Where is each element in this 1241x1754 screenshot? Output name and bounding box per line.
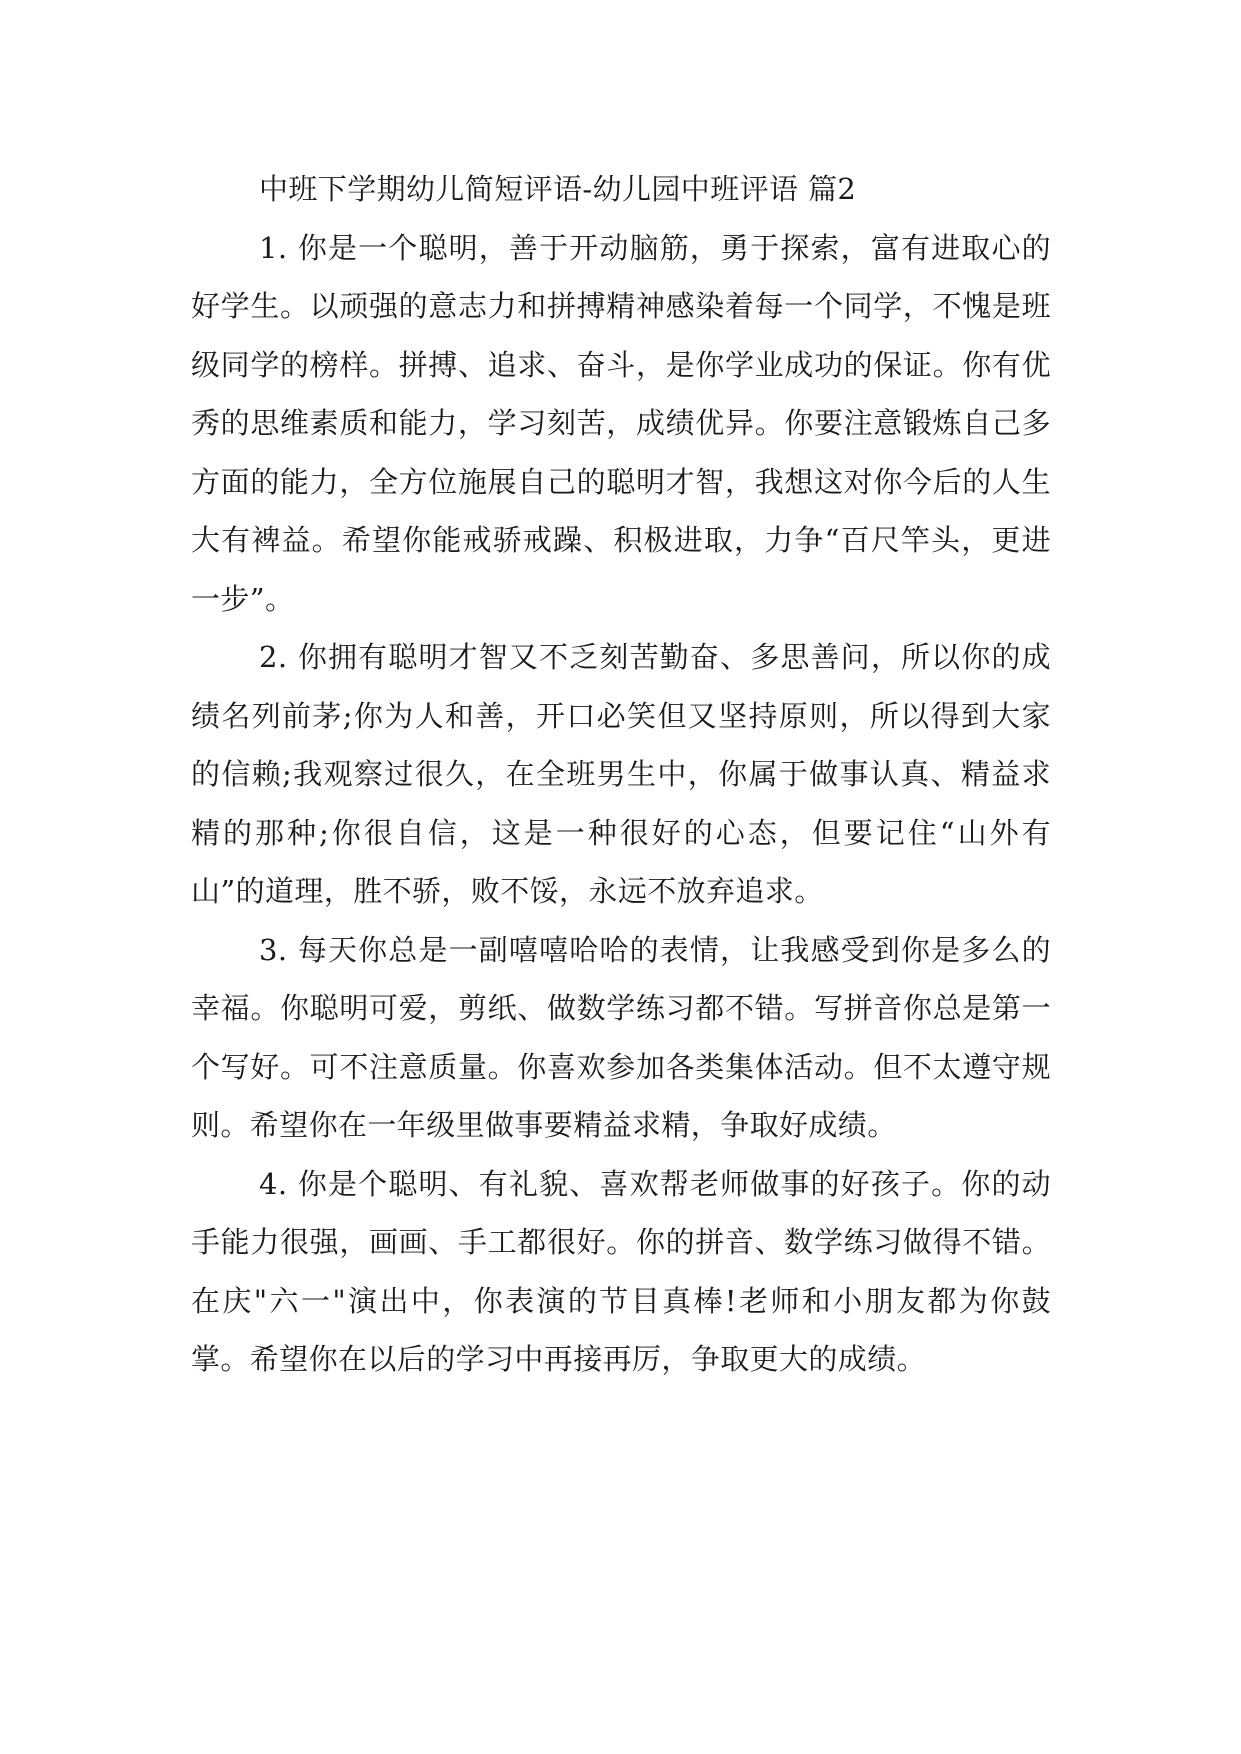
comment-paragraph-1: 1. 你是一个聪明，善于开动脑筋，勇于探索，富有进取心的好学生。以顽强的意志力和拼搏精神感染着每一个同学，不愧是班级同学的榜样。拼搏、追求、奋斗，是你学业成功的保证。你有优秀的思维素质和能力，学习刻苦，成绩优异。你要注意锻炼自己多方面的能力，全方位施展自己的聪明才智，我想这对你今后的人生大有裨益。希望你能戒骄戒躁、积极进取，力争“百尺竿头，更进一步”。 (191, 230, 1051, 616)
comment-paragraph-3: 3. 每天你总是一副嘻嘻哈哈的表情，让我感受到你是多么的幸福。你聪明可爱，剪纸、做数学练习都不错。写拼音你总是第一个写好。可不注意质量。你喜欢参加各类集体活动。但不太遵守规则。希望你在一年级里做事要精益求精，争取好成绩。 (191, 932, 1051, 1142)
document-title: 中班下学期幼儿简短评语-幼儿园中班评语 篇2 (259, 172, 857, 206)
comment-paragraph-2: 2. 你拥有聪明才智又不乏刻苦勤奋、多思善问，所以你的成绩名列前茅;你为人和善，开口必笑但又坚持原则，所以得到大家的信赖;我观察过很久，在全班男生中，你属于做事认真、精益求精的那种;你很自信，这是一种很好的心态，但要记住“山外有山”的道理，胜不骄，败不馁，永远不放弃追求。 (191, 640, 1051, 908)
document-body (191, 160, 1051, 1389)
comment-paragraph-4: 4. 你是个聪明、有礼貌、喜欢帮老师做事的好孩子。你的动手能力很强，画画、手工都很好。你的拼音、数学练习做得不错。在庆"六一"演出中，你表演的节目真棒!老师和小朋友都为你鼓掌。希望你在以后的学习中再接再厉，争取更大的成绩。 (191, 1166, 1051, 1376)
